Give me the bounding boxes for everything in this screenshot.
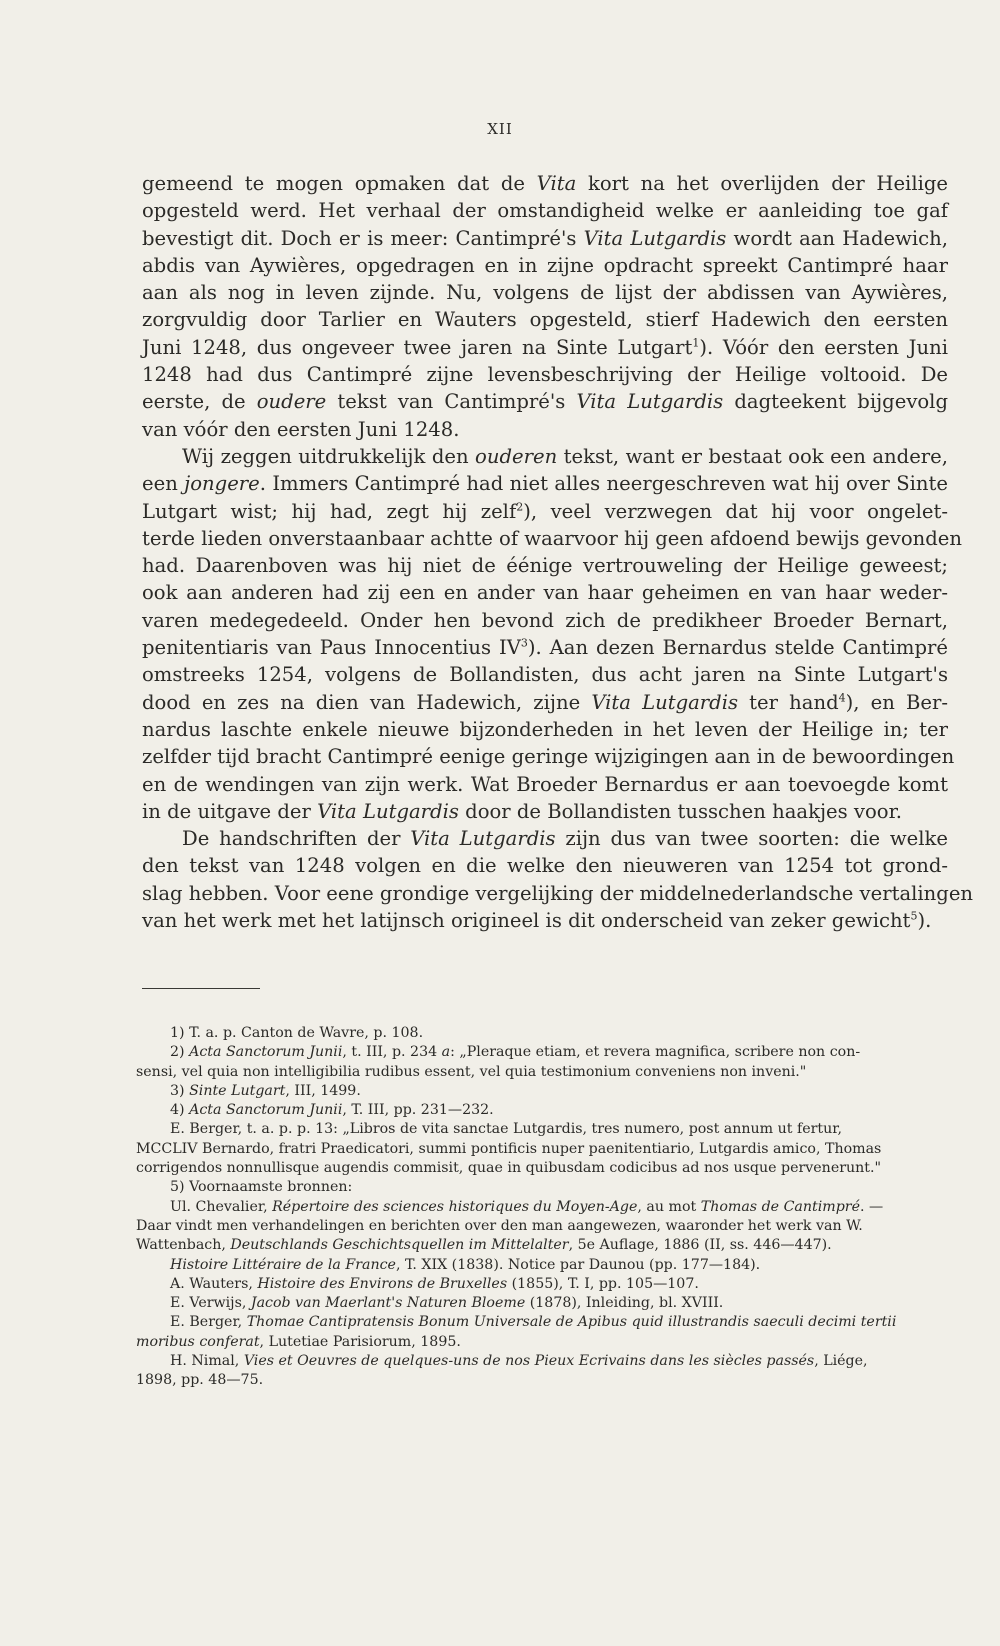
footnote-line: H. Nimal, Vies et Oeuvres de quelques-uns de nos Pieux Ecrivains dans les siècles passés, Liége,	[170, 1353, 868, 1370]
text-line: De handschriften der Vita Lutgardis zijn dus van twee soorten: die welke	[182, 827, 948, 851]
footnote-line: Ul. Chevalier, Répertoire des sciences historiques du Moyen-Age, au mot Thomas de Cantimpré. —	[170, 1198, 884, 1215]
footnote-line: Histoire Littéraire de la France, T. XIX (1838). Notice par Daunou (pp. 177—184).	[170, 1256, 761, 1273]
text-line: nardus laschte enkele nieuwe bijzonderheden in het leven der Heilige in; ter	[142, 717, 948, 741]
footnote-5: 5) Voornaamste bronnen:	[170, 1179, 353, 1196]
footnote-1: 1) T. a. p. Canton de Wavre, p. 108.	[170, 1025, 424, 1041]
footnote-line: sensi, vel quia non intelligibilia rudibus essent, vel quia testimonium conveniens non inveni."	[136, 1063, 807, 1080]
footnote-4: 4) Acta Sanctorum Junii, T. III, pp. 231—232.	[170, 1102, 494, 1119]
footnote-line: Wattenbach, Deutschlands Geschichtsquellen im Mittelalter, 5e Auflage, 1886 (II, ss. 446—447).	[136, 1237, 832, 1254]
text-line: gemeend te mogen opmaken dat de Vita kort na het overlijden der Heilige	[142, 172, 948, 195]
text-line: abdis van Aywières, opgedragen en in zijne opdracht spreekt Cantimpré haar	[142, 253, 948, 277]
text-line: eerste, de oudere tekst van Cantimpré's Vita Lutgardis dagteekent bijgevolg	[142, 390, 948, 414]
text-line: slag hebben. Voor eene grondige vergelijking der middelnederlandsche vertalingen	[142, 881, 974, 905]
footnote-ref: 5	[910, 909, 918, 923]
page-number: XII	[487, 120, 513, 138]
footnote-line: E. Berger, t. a. p. p. 13: „Libros de vita sanctae Lutgardis, tres numero, post annum ut fertur,	[170, 1121, 842, 1138]
text-line: omstreeks 1254, volgens de Bollandisten, dus acht jaren na Sinte Lutgart's	[142, 663, 948, 687]
footnote-2: 2) Acta Sanctorum Junii, t. III, p. 234 a: „Pleraque etiam, et revera magnifica, scribere non con-	[170, 1044, 861, 1061]
text-line: Wij zeggen uitdrukkelijk den ouderen tekst, want er bestaat ook een andere,	[182, 444, 948, 468]
text-line: in de uitgave der Vita Lutgardis door de Bollandisten tusschen haakjes voor.	[142, 799, 903, 823]
footnote-line: Daar vindt men verhandelingen en berichten over den man aangewezen, waaronder het werk van W.	[136, 1217, 863, 1234]
text-line: penitentiaris van Paus Innocentius $IV^3$). Aan dezen Bernardus stelde Cantimpré	[142, 636, 948, 660]
text-line: 1248 had dus Cantimpré zijne levensbeschrijving der Heilige voltooid. De	[142, 363, 948, 387]
text-line: ook aan anderen had zij een en ander van haar geheimen en van haar weder-	[142, 581, 948, 605]
text-line: den tekst van 1248 volgen en die welke den nieuweren van 1254 tot grond-	[142, 854, 948, 878]
text-line: Lutgart wist; hij had, zegt hij zelf$^2$), veel verzwegen dat hij voor ongelet-	[142, 499, 948, 523]
footnote-ref: 1	[692, 336, 700, 350]
footnote-line: E. Verwijs, Jacob van Maerlant's Naturen Bloeme (1878), Inleiding, bl. XVIII.	[170, 1295, 724, 1312]
text-line: zelfder tijd bracht Cantimpré eenige geringe wijzigingen aan in de bewoordingen	[142, 745, 955, 769]
footnote-3: 3) Sinte Lutgart, III, 1499.	[170, 1082, 361, 1099]
text-line: van het werk met het latijnsch origineel is dit onderscheid van zeker gewicht$^5$).	[142, 909, 932, 933]
footnote-ref: 4	[838, 691, 846, 705]
text-line: terde lieden onverstaanbaar achtte of waarvoor hij geen afdoend bewijs gevonden	[142, 526, 963, 550]
text-line: van vóór den eersten Juni 1248.	[142, 417, 460, 441]
text-line: en de wendingen van zijn werk. Wat Broeder Bernardus er aan toevoegde komt	[142, 772, 948, 796]
paragraph	[142, 443, 963, 825]
text-line: varen medegedeeld. Onder hen bevond zich de predikheer Broeder Bernart,	[142, 608, 948, 632]
text-line: aan als nog in leven zijnde. Nu, volgens de lijst der abdissen van Aywières,	[142, 281, 948, 305]
footnote-divider	[142, 988, 260, 989]
footnotes	[136, 1024, 948, 1391]
footnote-line: corrigendos nonnullisque augendis commisit, quae in quibusdam codicibus ad nos usque pervenerunt."	[136, 1160, 882, 1177]
text-line: een jongere. Immers Cantimpré had niet alles neergeschreven wat hij over Sinte	[142, 472, 948, 496]
main-text	[142, 170, 974, 934]
footnote-line: moribus conferat, Lutetiae Parisiorum, 1895.	[136, 1333, 461, 1350]
footnote-ref: 2	[516, 500, 524, 514]
footnote-line: E. Berger, Thomae Cantipratensis Bonum Universale de Apibus quid illustrandis saeculi decimi tertii	[170, 1314, 897, 1331]
text-line: Juni 1248, dus ongeveer twee jaren na Sinte Lutgart$^1$). Vóór den eersten Juni	[142, 335, 948, 359]
footnote-line: MCCLIV Bernardo, fratri Praedicatori, summi pontificis nuper paenitentiario, Lutgardis amico, Thomas	[136, 1140, 882, 1157]
footnote-line: 1898, pp. 48—75.	[136, 1372, 264, 1389]
text-line: had. Daarenboven was hij niet de éénige vertrouweling der Heilige geweest;	[142, 554, 948, 578]
footnote-ref: 3	[520, 636, 528, 650]
text-line: opgesteld werd. Het verhaal der omstandigheid welke er aanleiding toe gaf	[142, 199, 948, 223]
footnote-line: A. Wauters, Histoire des Environs de Bruxelles (1855), T. I, pp. 105—107.	[170, 1275, 699, 1292]
paragraph	[142, 825, 974, 934]
text-line: zorgvuldig door Tarlier en Wauters opgesteld, stierf Hadewich den eersten	[142, 308, 948, 332]
text-line: dood en zes na dien van Hadewich, zijne Vita Lutgardis ter hand$^4$), en Ber-	[142, 690, 948, 714]
text-line: bevestigt dit. Doch er is meer: Cantimpré's Vita Lutgardis wordt aan Hadewich,	[142, 226, 948, 250]
paragraph	[142, 170, 948, 443]
